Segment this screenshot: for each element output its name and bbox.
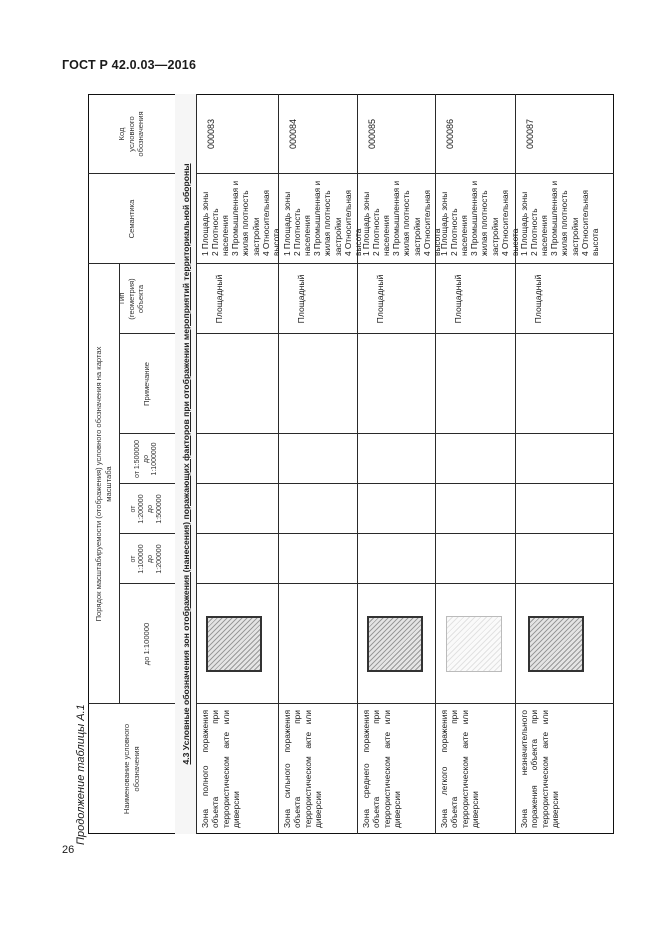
header-scale-2: от 1:100000 до 1:200000 bbox=[129, 544, 163, 574]
row-3-name: Зона среднего поражения объекта при террористическом акте или диверсии bbox=[361, 710, 402, 828]
section-title: 4.3 Условные обозначения зон отображения (нанесения) поражающих факторов при отображении мероприятий территориальной обороны bbox=[175, 94, 196, 834]
page-number: 26 bbox=[62, 844, 75, 856]
header-code: Код условного обозначения bbox=[117, 111, 146, 157]
row-4-semantics: 1 Площадь зоны 2 Плотность населения 3 Промышленная и жилая плотность застройки 4 Относительная высота bbox=[439, 180, 520, 256]
zone-symbol-medium bbox=[367, 616, 423, 672]
table-caption: Продолжение таблицы А.1 bbox=[75, 704, 87, 845]
header-scale-group: Порядок масштабируемости (отображения) условного обозначения на картах масштаба bbox=[94, 346, 113, 622]
row-2-type: Площадный bbox=[296, 274, 306, 324]
header-scale-4: от 1:500000 до 1:1000000 bbox=[133, 439, 159, 479]
header-semantics: Семантика bbox=[126, 199, 136, 239]
header-type: Тип (геометрия) объекта bbox=[117, 278, 146, 320]
zone-symbol-light bbox=[446, 616, 502, 672]
document-title: ГОСТ Р 42.0.03—2016 bbox=[62, 58, 197, 72]
row-3-code: 000085 bbox=[367, 118, 377, 150]
row-5-type: Площадный bbox=[533, 274, 543, 324]
row-5-code: 000087 bbox=[525, 118, 535, 150]
row-4-type: Площадный bbox=[453, 274, 463, 324]
zone-symbol-minor bbox=[528, 616, 584, 672]
row-4-code: 000086 bbox=[445, 118, 455, 150]
row-3-semantics: 1 Площадь зоны 2 Плотность населения 3 Промышленная и жилая плотность застройки 4 Относительная высота bbox=[361, 180, 442, 256]
rotated-table bbox=[88, 94, 614, 834]
zone-symbol-full bbox=[206, 616, 262, 672]
row-5-semantics: 1 Площадь зоны 2 Плотность населения 3 Промышленная и жилая плотность застройки 4 Относительная высота bbox=[519, 180, 600, 256]
row-2-name: Зона сильного поражения объекта при террористическом акте или диверсии bbox=[282, 710, 323, 828]
row-2-code: 000084 bbox=[288, 118, 298, 150]
row-4-name: Зона легкого поражения объекта при террористическом акте или диверсии bbox=[439, 710, 480, 828]
row-3-type: Площадный bbox=[375, 274, 385, 324]
header-name: Наименование условного обозначения bbox=[122, 723, 141, 815]
row-1-type: Площадный bbox=[214, 274, 224, 324]
header-scale-3: от 1:200000 до 1:500000 bbox=[129, 494, 163, 524]
header-scale-1: до 1:100000 bbox=[142, 622, 152, 666]
row-1-semantics: 1 Площадь зоны 2 Плотность населения 3 Промышленная и жилая плотность застройки 4 Относительная высота bbox=[200, 180, 281, 256]
row-5-name: Зона незначительного поражения объекта при террористическом акте или диверсии bbox=[519, 710, 560, 828]
row-1-name: Зона полного поражения объекта при террористическом акте или диверсии bbox=[200, 710, 241, 828]
row-1-code: 000083 bbox=[206, 118, 216, 150]
header-note: Примечание bbox=[142, 362, 152, 406]
row-2-semantics: 1 Площадь зоны 2 Плотность населения 3 Промышленная и жилая плотность застройки 4 Относительная высота bbox=[282, 180, 363, 256]
